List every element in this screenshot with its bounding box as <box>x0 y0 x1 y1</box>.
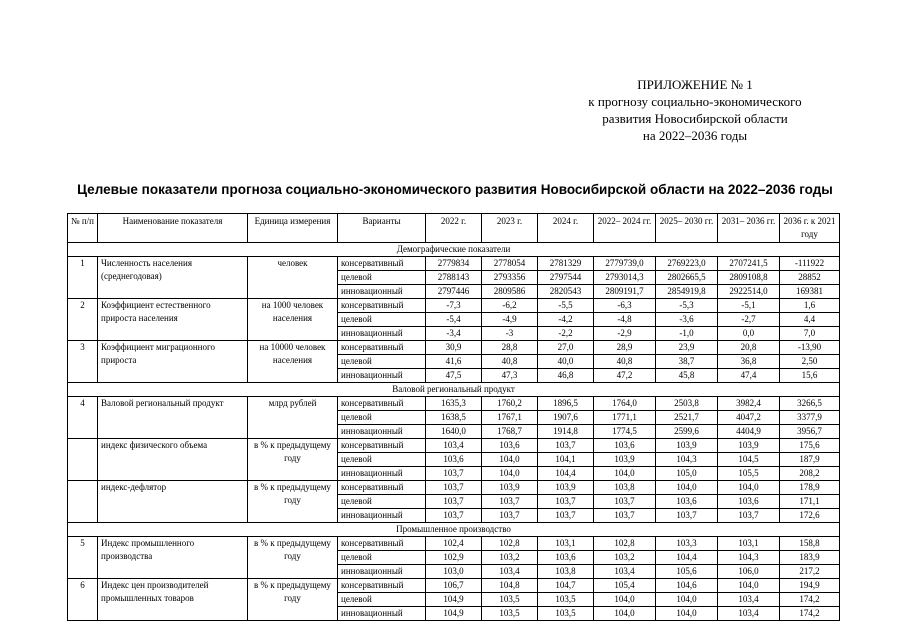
value-cell: 1,6 <box>780 299 840 313</box>
value-cell: 4404,9 <box>718 425 780 439</box>
table-row <box>68 397 840 411</box>
variant-cell: консервативный <box>338 397 426 411</box>
value-cell: 178,9 <box>780 481 840 495</box>
value-cell: 104,0 <box>656 607 718 621</box>
value-cell: 103,9 <box>482 481 538 495</box>
value-cell: 102,8 <box>594 537 656 551</box>
value-cell: 1760,2 <box>482 397 538 411</box>
value-cell: 104,5 <box>718 453 780 467</box>
indicator-unit: человек <box>248 257 338 299</box>
value-cell: 40,8 <box>594 355 656 369</box>
value-cell: 102,9 <box>426 551 482 565</box>
value-cell: 103,7 <box>656 509 718 523</box>
value-cell: 104,9 <box>426 593 482 607</box>
value-cell: 30,9 <box>426 341 482 355</box>
value-cell: 103,7 <box>538 439 594 453</box>
value-cell: 2779834 <box>426 257 482 271</box>
value-cell: -5,5 <box>538 299 594 313</box>
variant-cell: целевой <box>338 593 426 607</box>
value-cell: 2707241,5 <box>718 257 780 271</box>
appendix-line: на 2022–2036 годы <box>642 128 748 143</box>
indicator-unit: в % к предыдущему году <box>248 439 338 481</box>
value-cell: -13,90 <box>780 341 840 355</box>
value-cell: -6,3 <box>594 299 656 313</box>
value-cell: 171,1 <box>780 495 840 509</box>
column-header: 2022 г. <box>426 214 482 243</box>
value-cell: 45,8 <box>656 369 718 383</box>
table-row <box>68 257 840 271</box>
value-cell: 2922514,0 <box>718 285 780 299</box>
value-cell: 103,1 <box>538 537 594 551</box>
value-cell: 20,8 <box>718 341 780 355</box>
variant-cell: инновационный <box>338 509 426 523</box>
value-cell: -3,6 <box>656 313 718 327</box>
indicator-number: 6 <box>68 579 98 621</box>
column-header: Единица измерения <box>248 214 338 243</box>
value-cell: 103,6 <box>718 495 780 509</box>
variant-cell: целевой <box>338 271 426 285</box>
indicator-number: 5 <box>68 537 98 579</box>
value-cell: 106,7 <box>426 579 482 593</box>
value-cell: 103,4 <box>482 565 538 579</box>
value-cell: 158,8 <box>780 537 840 551</box>
indicator-number: 3 <box>68 341 98 383</box>
indicator-number: 1 <box>68 257 98 299</box>
value-cell: 1907,6 <box>538 411 594 425</box>
column-header: 2022– 2024 гг. <box>594 214 656 243</box>
indicator-name: индекс-дефлятор <box>98 481 248 523</box>
value-cell: 2769223,0 <box>656 257 718 271</box>
column-header: № п/п <box>68 214 98 243</box>
value-cell: 1635,3 <box>426 397 482 411</box>
value-cell: 104,7 <box>538 579 594 593</box>
value-cell: 47,4 <box>718 369 780 383</box>
indicator-unit: в % к предыдущему году <box>248 537 338 579</box>
value-cell: 2,50 <box>780 355 840 369</box>
indicator-unit: в % к предыдущему году <box>248 579 338 621</box>
variant-cell: консервативный <box>338 537 426 551</box>
value-cell: 104,0 <box>594 467 656 481</box>
value-cell: 2809586 <box>482 285 538 299</box>
value-cell: 1896,5 <box>538 397 594 411</box>
section-title: Демографические показатели <box>68 243 840 257</box>
table-body <box>68 243 840 621</box>
variant-cell: целевой <box>338 355 426 369</box>
value-cell: -4,8 <box>594 313 656 327</box>
value-cell: 3956,7 <box>780 425 840 439</box>
value-cell: 2854919,8 <box>656 285 718 299</box>
value-cell: 103,6 <box>538 551 594 565</box>
value-cell: 2778054 <box>482 257 538 271</box>
value-cell: 47,3 <box>482 369 538 383</box>
value-cell: 1764,0 <box>594 397 656 411</box>
value-cell: 3982,4 <box>718 397 780 411</box>
column-header: 2024 г. <box>538 214 594 243</box>
value-cell: -3 <box>482 327 538 341</box>
value-cell: 2503,8 <box>656 397 718 411</box>
value-cell: 194,9 <box>780 579 840 593</box>
value-cell: -5,4 <box>426 313 482 327</box>
section-title: Промышленное производство <box>68 523 840 537</box>
value-cell: 103,7 <box>426 495 482 509</box>
table-row <box>68 439 840 453</box>
value-cell: 104,4 <box>656 551 718 565</box>
value-cell: 104,0 <box>656 481 718 495</box>
value-cell: 2797446 <box>426 285 482 299</box>
value-cell: 104,0 <box>656 593 718 607</box>
indicator-name: индекс физического объема <box>98 439 248 481</box>
value-cell: 3377,9 <box>780 411 840 425</box>
variant-cell: консервативный <box>338 439 426 453</box>
value-cell: 187,9 <box>780 453 840 467</box>
value-cell: -2,7 <box>718 313 780 327</box>
value-cell: -4,2 <box>538 313 594 327</box>
value-cell: 1771,1 <box>594 411 656 425</box>
value-cell: 4047,2 <box>718 411 780 425</box>
variant-cell: целевой <box>338 551 426 565</box>
value-cell: 103,0 <box>426 565 482 579</box>
indicator-name: Индекс цен производителей промышленных товаров <box>98 579 248 621</box>
variant-cell: консервативный <box>338 257 426 271</box>
value-cell: 103,1 <box>718 537 780 551</box>
value-cell: 103,2 <box>482 551 538 565</box>
variant-cell: инновационный <box>338 285 426 299</box>
column-header: Варианты <box>338 214 426 243</box>
value-cell: 103,6 <box>656 495 718 509</box>
value-cell: 103,5 <box>482 607 538 621</box>
section-row <box>68 383 840 397</box>
value-cell: 2797544 <box>538 271 594 285</box>
section-title: Валовой региональный продукт <box>68 383 840 397</box>
value-cell: 103,7 <box>426 509 482 523</box>
value-cell: 103,7 <box>482 509 538 523</box>
indicator-name: Коэффициент естественного прироста населения <box>98 299 248 341</box>
value-cell: 3266,5 <box>780 397 840 411</box>
variant-cell: целевой <box>338 411 426 425</box>
value-cell: 2793014,3 <box>594 271 656 285</box>
value-cell: 105,5 <box>718 467 780 481</box>
value-cell: 103,6 <box>426 453 482 467</box>
value-cell: -7,3 <box>426 299 482 313</box>
value-cell: 104,1 <box>538 453 594 467</box>
value-cell: -2,9 <box>594 327 656 341</box>
variant-cell: целевой <box>338 495 426 509</box>
indicator-name: Коэффициент миграционного прироста <box>98 341 248 383</box>
variant-cell: консервативный <box>338 341 426 355</box>
value-cell: 105,6 <box>656 565 718 579</box>
indicator-unit: на 1000 человек населения <box>248 299 338 341</box>
value-cell: 40,0 <box>538 355 594 369</box>
value-cell: 104,0 <box>482 467 538 481</box>
value-cell: 103,9 <box>718 439 780 453</box>
value-cell: 103,5 <box>538 593 594 607</box>
value-cell: 2521,7 <box>656 411 718 425</box>
value-cell: 103,4 <box>718 607 780 621</box>
column-header: 2036 г. к 2021 году <box>780 214 840 243</box>
value-cell: -5,3 <box>656 299 718 313</box>
value-cell: -111922 <box>780 257 840 271</box>
section-row <box>68 243 840 257</box>
variant-cell: инновационный <box>338 327 426 341</box>
variant-cell: целевой <box>338 313 426 327</box>
value-cell: 104,4 <box>538 467 594 481</box>
value-cell: 103,6 <box>594 439 656 453</box>
value-cell: 103,5 <box>482 593 538 607</box>
value-cell: 27,0 <box>538 341 594 355</box>
value-cell: 1767,1 <box>482 411 538 425</box>
variant-cell: консервативный <box>338 579 426 593</box>
value-cell: 103,9 <box>594 453 656 467</box>
column-header: 2023 г. <box>482 214 538 243</box>
value-cell: 169381 <box>780 285 840 299</box>
value-cell: 104,6 <box>656 579 718 593</box>
value-cell: 104,0 <box>594 593 656 607</box>
value-cell: -6,2 <box>482 299 538 313</box>
value-cell: 103,8 <box>538 565 594 579</box>
indicator-name: Валовой региональный продукт <box>98 397 248 439</box>
value-cell: 41,6 <box>426 355 482 369</box>
value-cell: 102,4 <box>426 537 482 551</box>
value-cell: 103,4 <box>594 565 656 579</box>
value-cell: 7,0 <box>780 327 840 341</box>
value-cell: 2779739,0 <box>594 257 656 271</box>
value-cell: 103,4 <box>718 593 780 607</box>
value-cell: 1638,5 <box>426 411 482 425</box>
indicator-number: 2 <box>68 299 98 341</box>
header-row <box>68 214 840 243</box>
value-cell: 103,7 <box>718 509 780 523</box>
variant-cell: консервативный <box>338 481 426 495</box>
value-cell: 23,9 <box>656 341 718 355</box>
column-header: 2031– 2036 гг. <box>718 214 780 243</box>
indicators-table <box>67 213 840 621</box>
value-cell: 106,0 <box>718 565 780 579</box>
value-cell: 102,8 <box>482 537 538 551</box>
value-cell: 2793356 <box>482 271 538 285</box>
value-cell: 175,6 <box>780 439 840 453</box>
value-cell: 1914,8 <box>538 425 594 439</box>
variant-cell: инновационный <box>338 425 426 439</box>
table-row <box>68 299 840 313</box>
value-cell: 104,3 <box>718 551 780 565</box>
value-cell: 103,4 <box>426 439 482 453</box>
table-row <box>68 341 840 355</box>
table-row <box>68 481 840 495</box>
value-cell: 174,2 <box>780 607 840 621</box>
table-row <box>68 579 840 593</box>
value-cell: 103,6 <box>482 439 538 453</box>
value-cell: 103,7 <box>594 495 656 509</box>
value-cell: 15,6 <box>780 369 840 383</box>
value-cell: 38,7 <box>656 355 718 369</box>
indicator-unit: млрд рублей <box>248 397 338 439</box>
value-cell: 172,6 <box>780 509 840 523</box>
value-cell: 2788143 <box>426 271 482 285</box>
value-cell: 103,7 <box>538 509 594 523</box>
value-cell: 103,7 <box>426 467 482 481</box>
value-cell: 105,4 <box>594 579 656 593</box>
value-cell: 0,0 <box>718 327 780 341</box>
value-cell: 28,9 <box>594 341 656 355</box>
value-cell: 28852 <box>780 271 840 285</box>
indicator-number <box>68 439 98 481</box>
value-cell: 104,9 <box>426 607 482 621</box>
variant-cell: целевой <box>338 453 426 467</box>
value-cell: 36,8 <box>718 355 780 369</box>
value-cell: 217,2 <box>780 565 840 579</box>
value-cell: 103,7 <box>426 481 482 495</box>
indicator-name: Индекс промышленного производства <box>98 537 248 579</box>
variant-cell: консервативный <box>338 299 426 313</box>
value-cell: 103,3 <box>656 537 718 551</box>
variant-cell: инновационный <box>338 565 426 579</box>
indicator-unit: на 10000 человек населения <box>248 341 338 383</box>
value-cell: 46,8 <box>538 369 594 383</box>
value-cell: 104,8 <box>482 579 538 593</box>
value-cell: 2802665,5 <box>656 271 718 285</box>
value-cell: 105,0 <box>656 467 718 481</box>
variant-cell: инновационный <box>338 607 426 621</box>
value-cell: 103,7 <box>482 495 538 509</box>
value-cell: 2599,6 <box>656 425 718 439</box>
column-header: Наименование показателя <box>98 214 248 243</box>
value-cell: 1640,0 <box>426 425 482 439</box>
value-cell: 4,4 <box>780 313 840 327</box>
table-row <box>68 537 840 551</box>
value-cell: 208,2 <box>780 467 840 481</box>
value-cell: 47,2 <box>594 369 656 383</box>
value-cell: 47,5 <box>426 369 482 383</box>
value-cell: -1,0 <box>656 327 718 341</box>
value-cell: -2,2 <box>538 327 594 341</box>
appendix-line: ПРИЛОЖЕНИЕ № 1 <box>637 77 753 92</box>
value-cell: 103,7 <box>594 509 656 523</box>
value-cell: 2809191,7 <box>594 285 656 299</box>
document-title: Целевые показатели прогноза социально-экономического развития Новосибирской области на 2022–2036 годы <box>77 182 833 197</box>
value-cell: 103,9 <box>538 481 594 495</box>
value-cell: 183,9 <box>780 551 840 565</box>
value-cell: 2820543 <box>538 285 594 299</box>
value-cell: 104,0 <box>482 453 538 467</box>
value-cell: 103,2 <box>594 551 656 565</box>
value-cell: -4,9 <box>482 313 538 327</box>
value-cell: 40,8 <box>482 355 538 369</box>
indicator-number: 4 <box>68 397 98 439</box>
indicator-number <box>68 481 98 523</box>
value-cell: 174,2 <box>780 593 840 607</box>
value-cell: 103,9 <box>656 439 718 453</box>
value-cell: 104,3 <box>656 453 718 467</box>
variant-cell: инновационный <box>338 369 426 383</box>
variant-cell: инновационный <box>338 467 426 481</box>
value-cell: 1774,5 <box>594 425 656 439</box>
value-cell: 1768,7 <box>482 425 538 439</box>
value-cell: 2781329 <box>538 257 594 271</box>
value-cell: 104,0 <box>594 607 656 621</box>
value-cell: 2809108,8 <box>718 271 780 285</box>
value-cell: 103,5 <box>538 607 594 621</box>
value-cell: 28,8 <box>482 341 538 355</box>
value-cell: 104,0 <box>718 481 780 495</box>
appendix-header <box>560 76 830 144</box>
section-row <box>68 523 840 537</box>
appendix-line: развития Новосибирской области <box>602 111 788 126</box>
column-header: 2025– 2030 гг. <box>656 214 718 243</box>
indicator-unit: в % к предыдущему году <box>248 481 338 523</box>
value-cell: -5,1 <box>718 299 780 313</box>
value-cell: -3,4 <box>426 327 482 341</box>
value-cell: 103,7 <box>538 495 594 509</box>
appendix-line: к прогнозу социально-экономического <box>588 94 802 109</box>
indicator-name: Численность населения (среднегодовая) <box>98 257 248 299</box>
value-cell: 104,0 <box>718 579 780 593</box>
value-cell: 103,8 <box>594 481 656 495</box>
